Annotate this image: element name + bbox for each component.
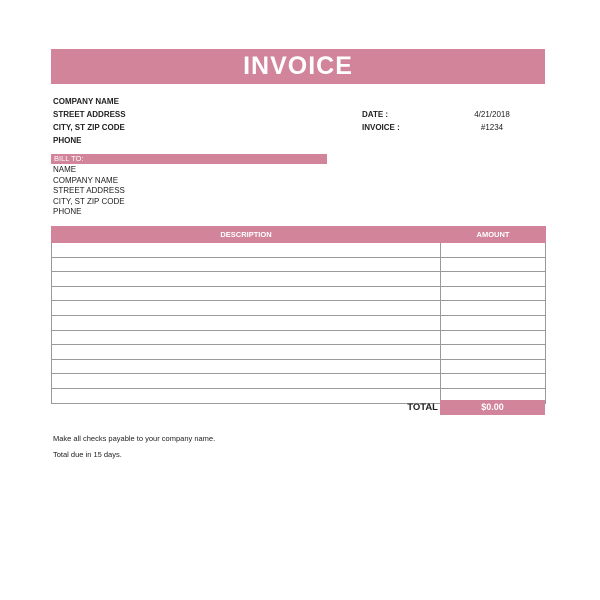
table-row [52, 374, 546, 389]
from-company-name: COMPANY NAME [53, 97, 119, 106]
bill-to-header: BILL TO: [51, 154, 327, 164]
description-cell[interactable] [52, 243, 441, 258]
total-value: $0.00 [440, 400, 545, 415]
table-row [52, 301, 546, 316]
amount-cell[interactable] [441, 272, 546, 287]
bill-to-phone: PHONE [53, 207, 82, 216]
bill-to-name: NAME [53, 165, 77, 174]
date-label: DATE : [362, 110, 389, 119]
from-phone: PHONE [53, 136, 82, 145]
meta-values [440, 108, 544, 134]
bill-to-street-address: STREET ADDRESS [53, 186, 125, 195]
amount-cell[interactable] [441, 257, 546, 272]
table-row [52, 359, 546, 374]
date-value: 4/21/2018 [474, 110, 510, 119]
from-city-line: CITY, ST ZIP CODE [53, 123, 125, 132]
bill-to-company-name: COMPANY NAME [53, 175, 119, 185]
amount-cell[interactable] [441, 359, 546, 374]
total-label: TOTAL [407, 402, 438, 413]
amount-cell[interactable] [441, 315, 546, 330]
description-cell[interactable] [52, 374, 441, 389]
amount-cell[interactable] [441, 301, 546, 316]
table-header-row [52, 227, 546, 243]
table-row [52, 286, 546, 301]
line-items-body [52, 243, 546, 404]
footer-payable-note: Make all checks payable to your company name. [53, 434, 216, 443]
description-cell[interactable] [52, 315, 441, 330]
description-cell[interactable] [52, 286, 441, 301]
description-cell[interactable] [52, 301, 441, 316]
amount-cell[interactable] [441, 286, 546, 301]
invoice-label: INVOICE : [362, 123, 400, 132]
table-row [52, 315, 546, 330]
invoice-title: INVOICE [51, 49, 545, 84]
amount-cell[interactable] [441, 345, 546, 360]
bill-to-block [53, 165, 125, 218]
description-cell[interactable] [52, 345, 441, 360]
footer-due-note: Total due in 15 days. [53, 449, 122, 459]
footer-notes [53, 431, 215, 462]
description-cell[interactable] [52, 272, 441, 287]
table-row [52, 345, 546, 360]
bill-to-city-line: CITY, ST ZIP CODE [53, 196, 125, 206]
amount-cell[interactable] [441, 243, 546, 258]
table-row [52, 257, 546, 272]
from-block [53, 95, 126, 147]
invoice-number: #1234 [480, 123, 504, 132]
description-header: DESCRIPTION [52, 227, 441, 243]
description-cell[interactable] [52, 359, 441, 374]
description-cell[interactable] [52, 330, 441, 345]
amount-cell[interactable] [441, 374, 546, 389]
meta-labels [362, 108, 400, 134]
table-row [52, 330, 546, 345]
description-cell[interactable] [52, 257, 441, 272]
from-street-address: STREET ADDRESS [53, 110, 126, 119]
table-row [52, 243, 546, 258]
amount-header: AMOUNT [441, 227, 546, 243]
line-items-table [51, 226, 546, 404]
amount-cell[interactable] [441, 330, 546, 345]
table-row [52, 272, 546, 287]
